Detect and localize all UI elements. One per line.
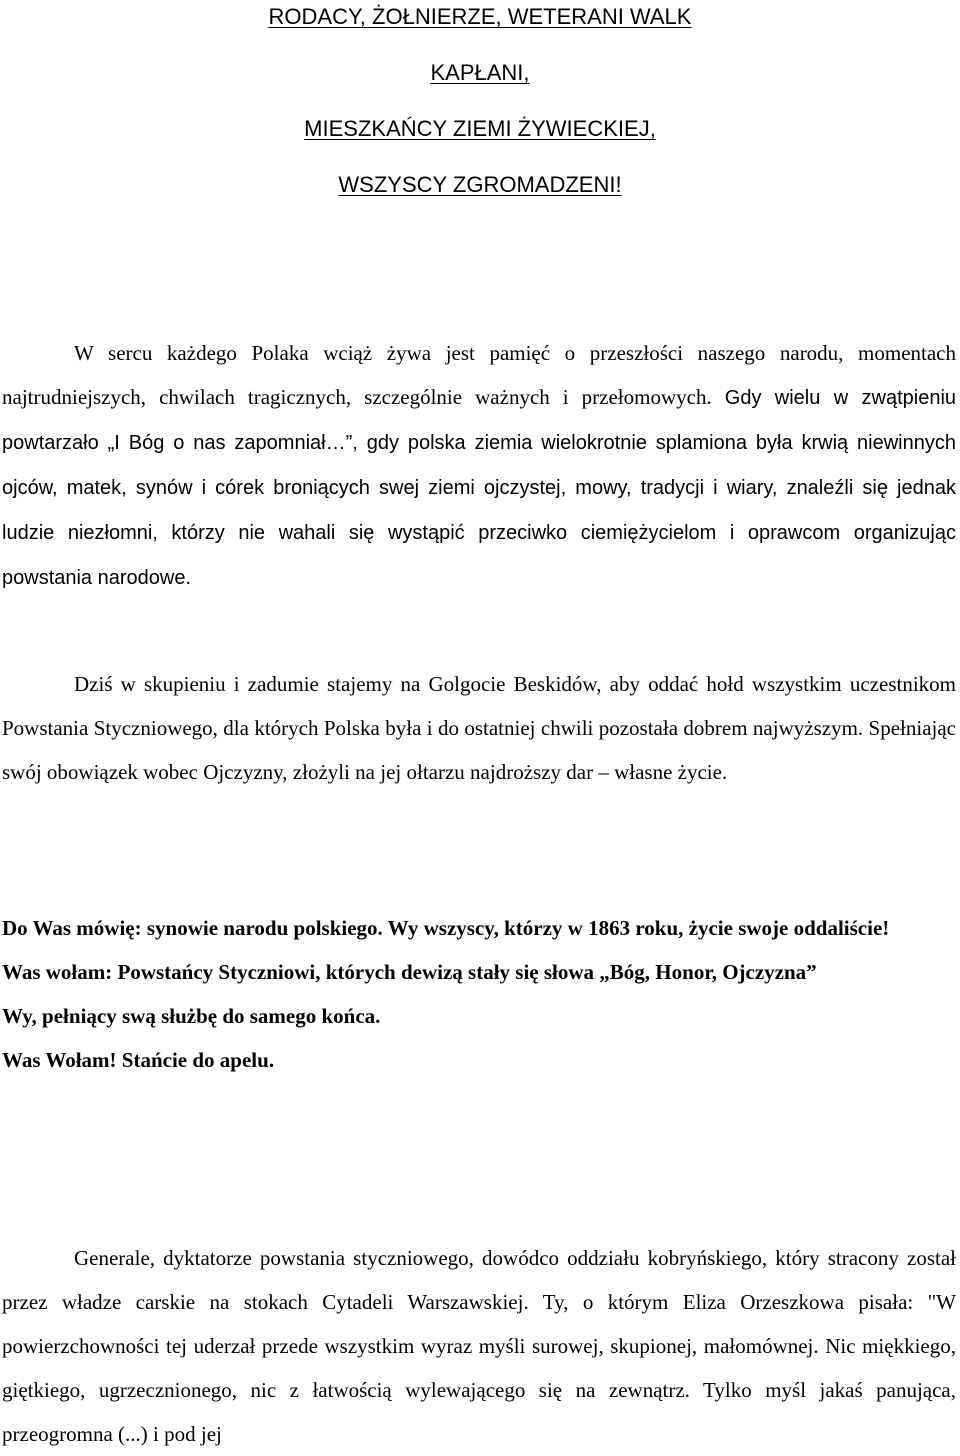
paragraph-memory-part-1: W sercu każdego Polaka wciąż żywa jest pamięć o przeszłości naszego narodu, momentach najtrudniejszych, chwilach tragicznych, szczególnie ważnych i przełomowych. [2,341,956,409]
address-heading-line-2: KAPŁANI, [430,60,530,85]
appeal-line-2: Was wołam: Powstańcy Styczniowi, których dewizą stały się słowa „Bóg, Honor, Ojczyzna” [2,960,817,984]
appeal-line-3: Wy, pełniący swą służbę do samego końca. [2,1004,381,1028]
appeal-bold-section [2,906,956,1082]
paragraph-general-text: Generale, dyktatorze powstania styczniowego, dowódco oddziału kobryńskiego, który stracony został przez władze carskie na stokach Cytadeli Warszawskiej. Ty, o którym Eliza Orzeszkowa pisała: "W powierzchowności tej uderzał przede wszystkim wyraz myśli surowej, skupionej, małomównej. Nic miękkiego, giętkiego, ugrzecznionego, nic z łatwością wylewającego się na zewnątrz. Tylko myśl jakaś panująca, przeogromna (...) i pod jej [2,1246,956,1446]
address-heading-line-3: MIESZKAŃCY ZIEMI ŻYWIECKIEJ, [304,116,656,141]
paragraph-general [2,1236,956,1456]
paragraph-memory [2,331,956,600]
appeal-line-1: Do Was mówię: synowie narodu polskiego. Wy wszyscy, którzy w 1863 roku, życie swoje oddaliście! [2,916,890,940]
address-heading-line-1: RODACY, ŻOŁNIERZE, WETERANI WALK [268,4,692,29]
address-heading-line-4: WSZYSCY ZGROMADZENI! [338,172,622,197]
paragraph-memory-part-2: Gdy wielu w zwątpieniu powtarzało „I Bóg o nas zapomniał…”, gdy polska ziemia wielokrotnie splamiona była krwią niewinnych ojców, matek, synów i córek broniących swej ziemi ojczystej, mowy, tradycji i wiary, znaleźli się jednak ludzie niezłomni, którzy nie wahali się wystąpić przeciwko ciemiężycielom i oprawcom organizując powstania narodowe. [2,387,957,589]
paragraph-golgotha-text: Dziś w skupieniu i zadumie stajemy na Golgocie Beskidów, aby oddać hołd wszystkim uczestnikom Powstania Styczniowego, dla których Polska była i do ostatniej chwili pozostała dobrem najwyższym. Spełniając swój obowiązek wobec Ojczyzny, złożyli na jej ołtarzu najdroższy dar – własne życie. [2,672,956,784]
appeal-line-4: Was Wołam! Stańcie do apelu. [2,1048,275,1072]
paragraph-golgotha [2,662,956,794]
